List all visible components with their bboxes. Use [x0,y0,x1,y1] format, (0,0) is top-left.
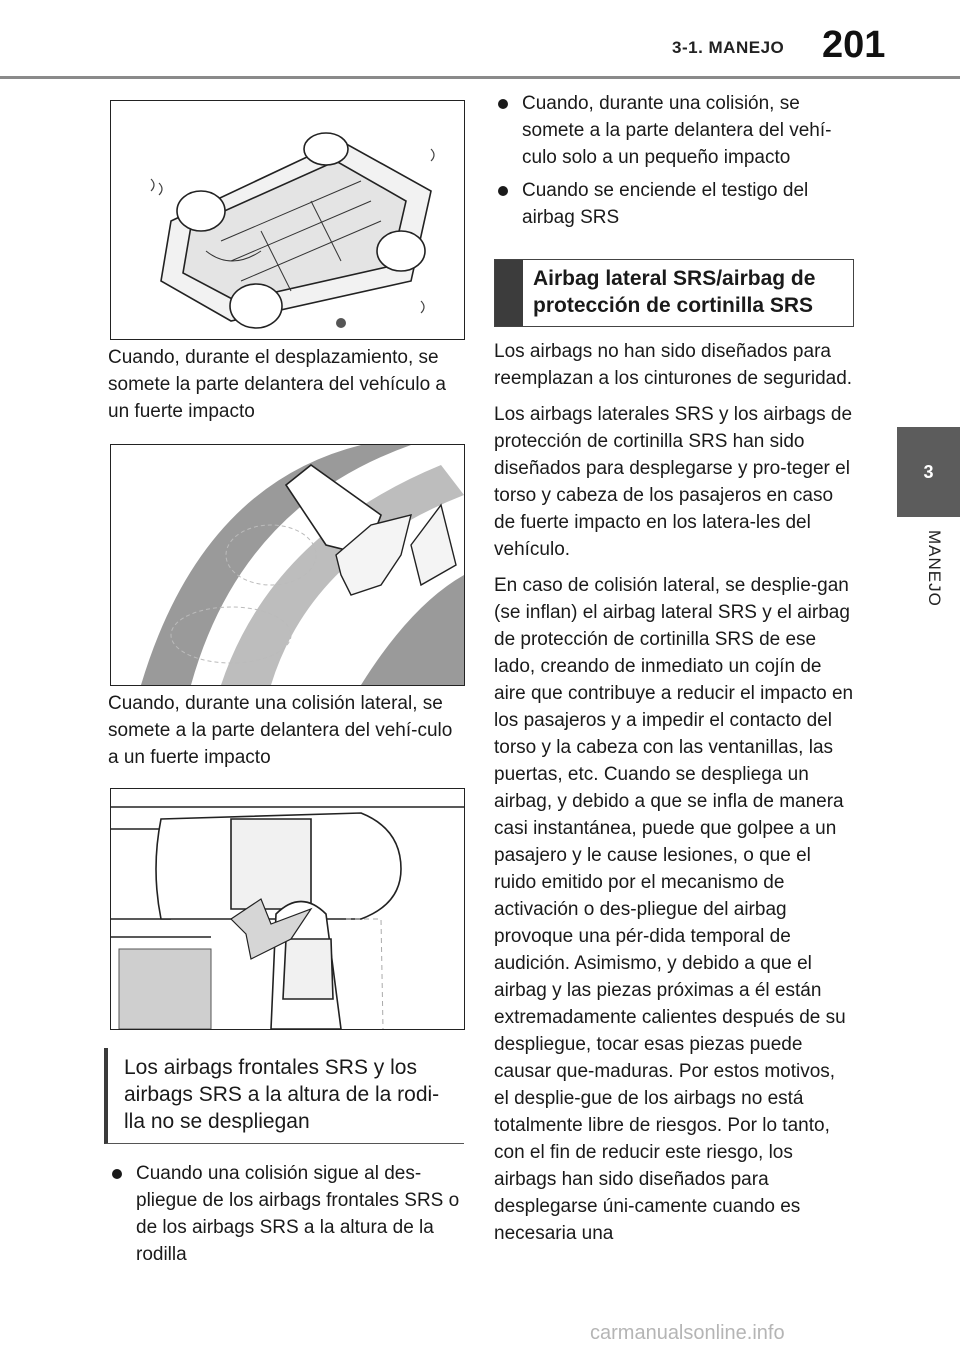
watermark: carmanualsonline.info [590,1322,785,1344]
caption-side-collision: Cuando, durante una colisión lateral, se somete a la parte delantera del vehí-culo a un fuerte impacto [108,693,453,768]
left-bullet-list [108,1160,464,1268]
heading-accent-bar [495,260,523,326]
page-number: 201 [822,24,886,66]
note-box-text: Los airbags frontales SRS y los airbags SRS a la altura de la rodi-lla no se despliegan [124,1056,440,1133]
section-title: 3-1. MANEJO [672,38,785,57]
section-heading: Airbag lateral SRS/airbag de protección de cortinilla SRS [533,267,816,317]
car-side-collision-illustration-icon [111,445,464,685]
figure-t-bone-collision [110,788,465,1030]
chapter-label: MANEJO [925,530,944,607]
list-item-text: Cuando se enciende el testigo del airbag SRS [522,180,809,228]
figure-side-collision [110,444,465,686]
car-rollover-illustration-icon [111,101,464,339]
list-item-text: Cuando una colisión sigue al des-pliegue de los airbags frontales SRS o de los airbags SRS a la altura de la rodilla [136,1163,460,1265]
chapter-number: 3 [923,461,934,482]
bullet-icon [498,99,508,109]
list-item-text: Cuando, durante una colisión, se somete a la parte delantera del vehí-culo solo a un pequeño impacto [522,93,832,168]
caption-rollover: Cuando, durante el desplazamiento, se somete la parte delantera del vehículo a un fuerte impacto [108,347,446,422]
paragraph-2: Los airbags laterales SRS y los airbags de protección de cortinilla SRS han sido diseñados para desplegarse y pro-teger el torso y cabeza de los pasajeros en caso de fuerte impacto en los latera-les del vehículo. [494,404,853,560]
note-box-no-deploy [104,1048,464,1144]
figure-rollover [110,100,465,340]
bullet-icon [112,1169,122,1179]
header-divider [0,76,960,79]
paragraph-1: Los airbags no han sido diseñados para reemplazan a los cinturones de seguridad. [494,341,853,389]
list-item [494,177,854,231]
list-item [494,90,854,171]
right-bullet-list [494,90,854,231]
list-item [108,1160,464,1268]
chapter-tab[interactable] [897,427,960,517]
section-heading-box [494,259,854,327]
car-t-bone-collision-illustration-icon [111,789,464,1029]
paragraph-3: En caso de colisión lateral, se desplie-gan (se inflan) el airbag lateral SRS y el airbag de protección de cortinilla SRS de ese lado, creando de inmediato un cojín de aire que contribuye a reducir el impacto en los pasajeros y a impedir el contacto del torso y la cabeza con las ventanillas, las puertas, etc. Cuando se despliega un airbag, y debido a que se infla de manera casi instantánea, puede que golpee a un pasajero y le cause lesiones, o que el ruido emitido por el mecanismo de activación o des-pliegue del airbag provoque una pér-dida temporal de audición. Asimismo, y debido a que el airbag y las piezas próximas a él están extremadamente calientes después de su despliegue, tocar esas piezas puede causar que-maduras. Por estos motivos, el desplie-gue de los airbags no está totalmente libre de riesgos. Por lo tanto, con el fin de reducir este riesgo, los airbags han sido diseñados para desplegarse úni-camente cuando es necesaria una [494,575,854,1244]
bullet-icon [498,186,508,196]
